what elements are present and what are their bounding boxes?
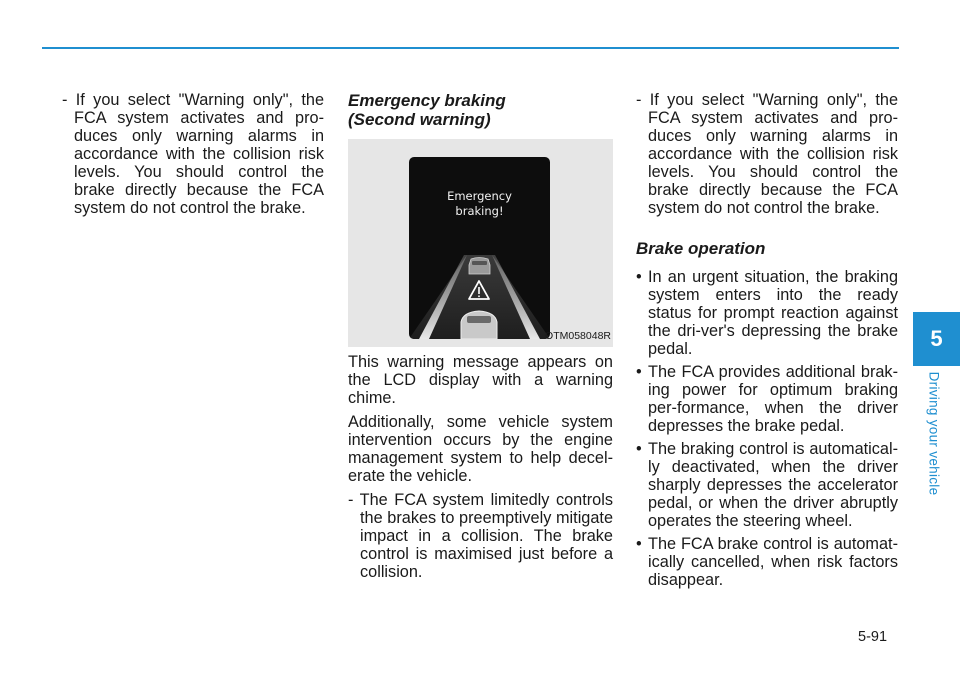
- heading-line-1: Emergency braking: [348, 91, 506, 110]
- list-item-text: The FCA brake control is automat-ically cancelled, when risk factors disappear.: [648, 535, 898, 589]
- list-item: [636, 363, 898, 435]
- list-item-text: In an urgent situation, the braking system enters into the ready status for prompt reaction against the dri-ver's depressing the brake pedal.: [648, 268, 898, 358]
- lcd-screen: [409, 157, 550, 339]
- warning-triangle-bar: [478, 287, 480, 294]
- warning-chime-paragraph: This warning message appears on the LCD display with a warning chime.: [348, 353, 613, 407]
- right-column: [636, 91, 898, 594]
- warning-only-note: - If you select "Warning only", the FCA system activates and pro-duces only warning alarms in accordance with the collision risk levels. You should control the brake directly because the FCA system do not control the brake.: [62, 91, 324, 217]
- road-car-warning-graphic: [409, 157, 550, 339]
- brake-mitigation-note: - The FCA system limitedly controls the brakes to preemptively mitigate impact in a collision. The brake control is maximised just before a collision.: [348, 491, 613, 581]
- warning-only-note-right: - If you select "Warning only", the FCA system activates and pro-duces only warning alarms in accordance with the collision risk levels. You should control the brake directly because the FCA system do not control the brake.: [636, 91, 898, 217]
- bullet-icon: •: [636, 268, 642, 286]
- front-car-window: [472, 261, 487, 265]
- heading-line-2: (Second warning): [348, 110, 491, 129]
- left-column: [62, 91, 324, 231]
- middle-column: [348, 91, 613, 595]
- brake-operation-list: [636, 268, 898, 589]
- chapter-title-text: Driving your vehicle: [926, 371, 942, 495]
- list-item: [636, 268, 898, 358]
- emergency-braking-heading: [348, 91, 613, 129]
- chapter-tab: 5: [913, 312, 960, 366]
- list-item-text: The FCA provides additional brak-ing power for optimum braking per-formance, when the driver depresses the brake pedal.: [648, 363, 898, 435]
- list-item-text: The braking control is automatical-ly deactivated, when the driver sharply depresses the accelerator pedal, or when the driver abruptly operates the steering wheel.: [648, 440, 898, 530]
- own-car-icon: [461, 311, 497, 339]
- top-rule: [42, 47, 899, 49]
- chapter-title: [923, 368, 945, 498]
- lcd-message-line-1: Emergency: [447, 189, 512, 203]
- brake-operation-heading: Brake operation: [636, 239, 766, 258]
- bullet-icon: •: [636, 535, 642, 553]
- warning-triangle-dot: [478, 296, 480, 298]
- own-car-window: [467, 316, 491, 323]
- front-car-icon: [469, 258, 490, 275]
- lcd-message-line-2: braking!: [455, 204, 504, 218]
- page-number: 5-91: [858, 629, 888, 645]
- figure-label: OTM058048R: [545, 330, 611, 342]
- intervention-paragraph: Additionally, some vehicle system intervention occurs by the engine management system to help decel-erate the vehicle.: [348, 413, 613, 485]
- bullet-icon: •: [636, 363, 642, 381]
- bullet-icon: •: [636, 440, 642, 458]
- list-item: [636, 440, 898, 530]
- lcd-display-figure: [348, 139, 613, 347]
- list-item: [636, 535, 898, 589]
